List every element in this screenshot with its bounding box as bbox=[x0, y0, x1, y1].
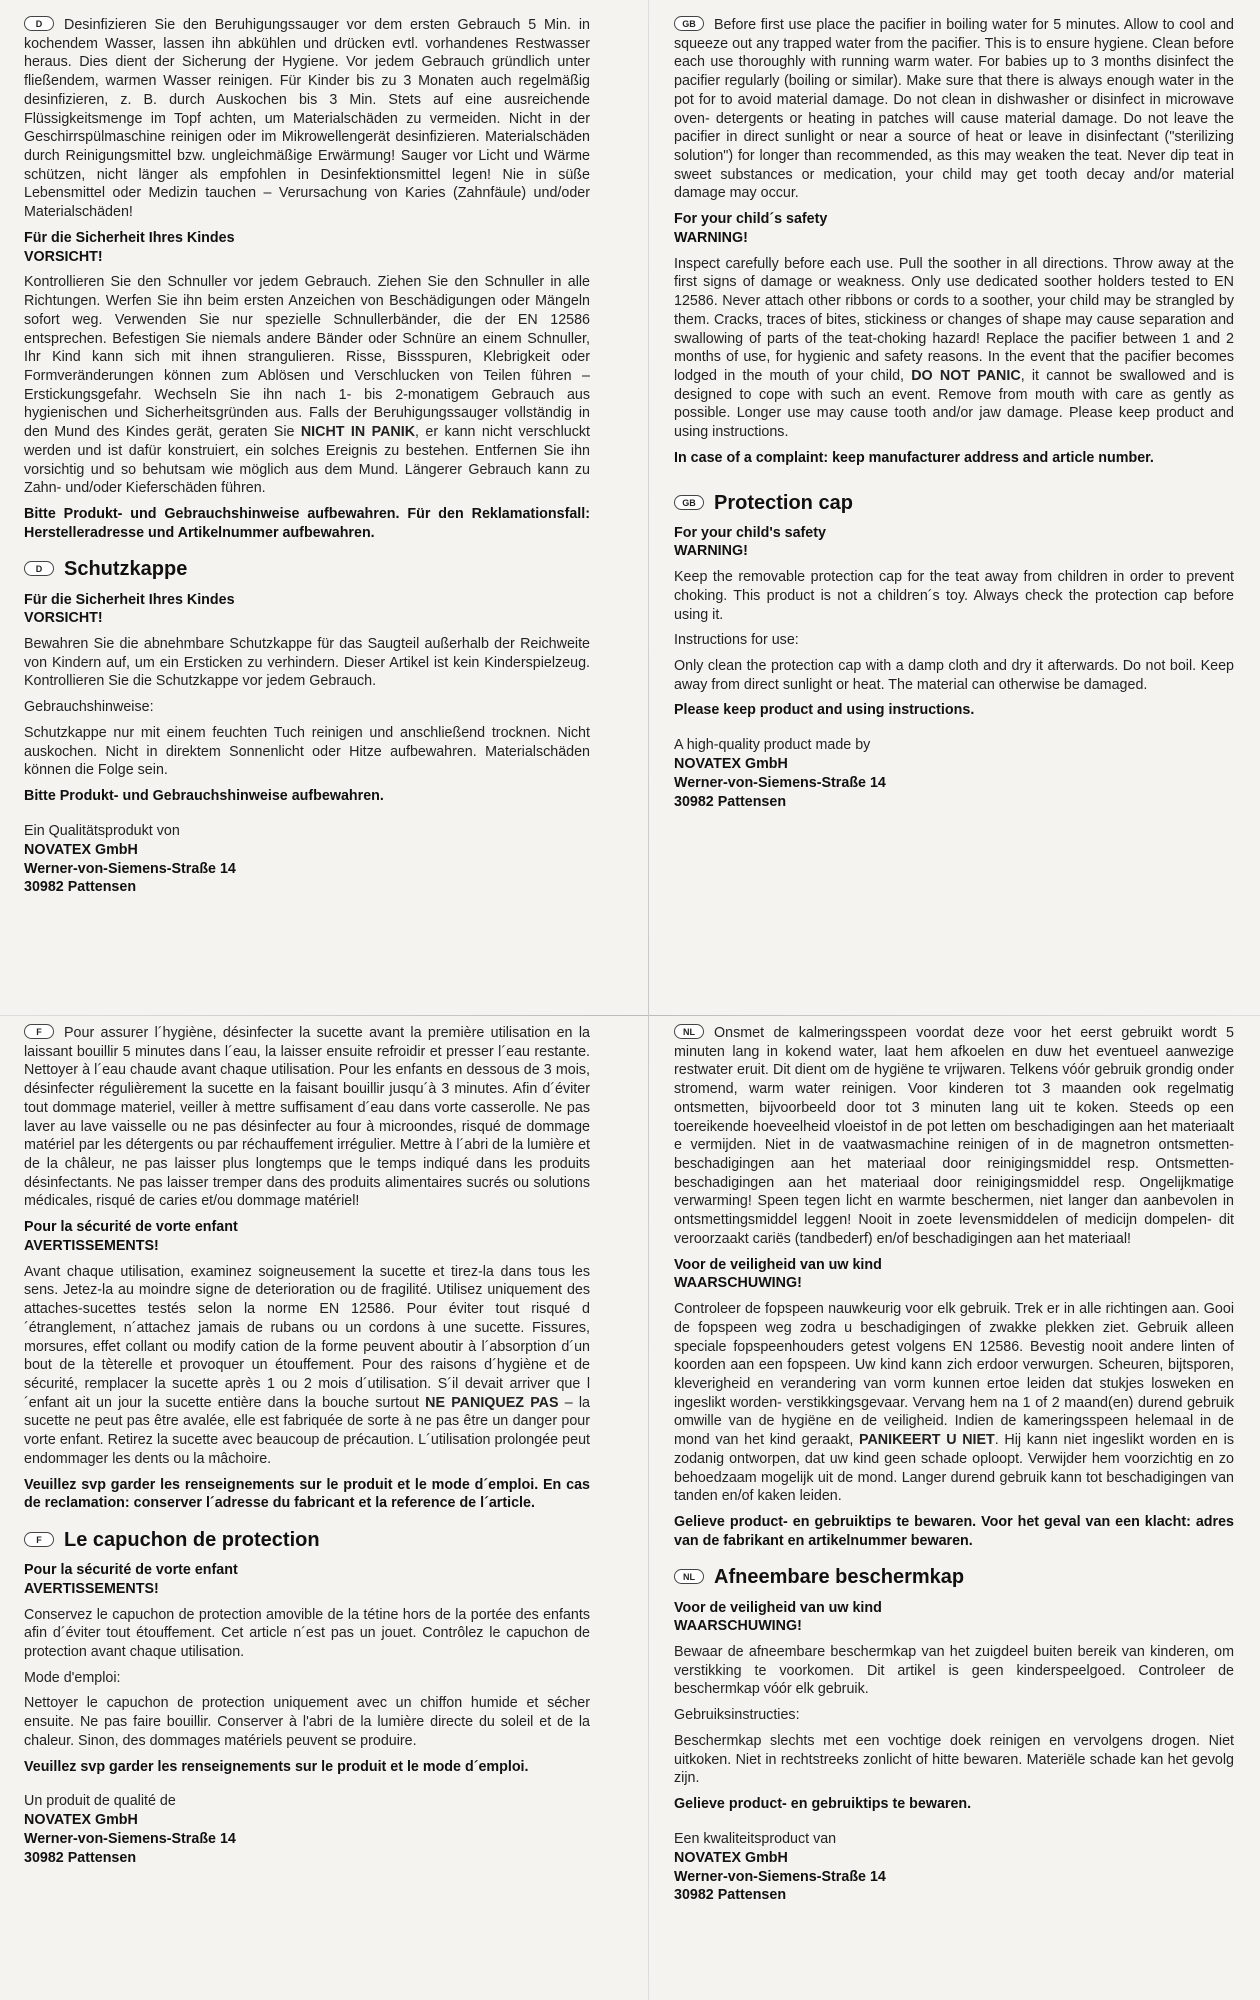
language-badge-de: D bbox=[24, 16, 54, 31]
german-intro bbox=[24, 16, 590, 222]
dutch-cap-title-text: Afneembare beschermkap bbox=[714, 1566, 965, 1589]
dutch-cap-text: Bewaar de afneembare beschermkap van het zuigdeel buiten bereik van kinderen, om verstikking te voorkomen. Dit artikel is geen kinderspeelgoed. Controleer de beschermkap vóór elk gebruik. bbox=[674, 1644, 1234, 1698]
dutch-intro-text: Onsmet de kalmeringsspeen voordat deze voor het eerst gebruikt wordt 5 minuten lang in kokend water, laat hem afkoelen en duw het eventueel aanwezige restwater eruit. Dit dient om de hygiëne te vrijwaren. Telkens vóór gebruik grondig onder stromend, warm water reinigen. Voor kinderen tot 3 maanden ook regelmatig ontsmetten, bijvoorbeeld door tot 3 minuten lang uit te koken. Steeds op een toereikende hoeveelheid vloeistof in de pot letten om beschadigingen aan het materiaalt e vermijden. Niet in de vaatwasmachine reinigen of in de magnetron ontsmetten- beschadigingen aan het materiaal door reinigingsmiddel resp. Ontsmetten- beschadigingen aan het materiaal door reinigingsmiddel resp. Ongelijkmatige verwarming! Speen tegen licht en warmte beschermen, niet langer dan aanbevolen in ontsmettingsmiddel leggen! Nooit in zoete levensmiddelen of medicijn dompelen- dit veroorzaakt cariës (tandbederf) en/of beschadigingen aan het materiaal! bbox=[674, 1025, 1234, 1247]
english-safety-heading: For your child´s safety bbox=[674, 211, 828, 228]
dutch-city: 30982 Pattensen bbox=[674, 1887, 787, 1904]
english-intro-text: Before first use place the pacifier in boiling water for 5 minutes. Allow to cool and squeeze out any trapped water from the pacifier. This is to ensure hygiene. Clean before each use thoroughly with running warm water. For babies up to 3 months disinfect the pacifier regularly (boiling or similar). Make sure that there is always enough water in the pot for to avoid material damage. Do not clean in dishwasher or disinfect in microwave oven- detergents or heating in patches will cause material damage. Do not leave the pacifier in direct sunlight or near a source of heat or leave in disinfectant ("sterilizing solution") for longer than recommended, as this may weaken the teat. Never dip teat in sweet substances or medication, your child may get tooth decay and/or material damage may occur. bbox=[674, 17, 1234, 202]
english-city: 30982 Pattensen bbox=[674, 793, 787, 810]
language-badge-fr: F bbox=[24, 1532, 54, 1547]
german-cap-title bbox=[24, 556, 590, 582]
french-cap-text: Conservez le capuchon de protection amovible de la tétine hors de la portée des enfants afin d´éviter tout étouffement. Cet article n´est pas un jouet. Contrôlez le capuchon de protection avant chaque utilisation. bbox=[24, 1606, 590, 1661]
german-city: 30982 Pattensen bbox=[24, 879, 137, 896]
english-safety-emphasis: DO NOT PANIC bbox=[911, 367, 1021, 384]
english-cap-keep: Please keep product and using instructions. bbox=[674, 702, 975, 719]
english-cap-title-text: Protection cap bbox=[714, 491, 853, 514]
french-safety-emphasis: NE PANIQUEZ PAS bbox=[425, 1394, 559, 1411]
english-cap-text: Keep the removable protection cap for the teat away from children in order to prevent choking. This product is not a children´s toy. Always check the protection cap before using it. bbox=[674, 569, 1234, 623]
english-cap-title bbox=[674, 490, 1234, 516]
dutch-product-of: Een kwaliteitsproduct van bbox=[674, 1830, 837, 1847]
dutch-keep-notice: Gelieve product- en gebruiktips te bewaren. Voor het geval van een klacht: adres van de fabrikant en artikelnummer bewaren. bbox=[674, 1513, 1234, 1549]
german-keep-notice: Bitte Produkt- und Gebrauchshinweise aufbewahren. Für den Reklamationsfall: Herstelleradresse und Artikelnummer aufbewahren. bbox=[24, 505, 590, 541]
dutch-street: Werner-von-Siemens-Straße 14 bbox=[674, 1868, 886, 1885]
french-cap-keep: Veuillez svp garder les renseignements sur le produit et le mode d´emploi. bbox=[24, 1758, 529, 1775]
english-usage-heading: Instructions for use: bbox=[674, 632, 799, 649]
english-usage-text: Only clean the protection cap with a damp cloth and dry it afterwards. Do not boil. Keep away from direct sunlight or heat. The material can otherwise be damaged. bbox=[674, 658, 1234, 693]
french-cap-warning: AVERTISSEMENTS! bbox=[24, 1580, 159, 1597]
french-safety-text-a: Avant chaque utilisation, examinez soigneusement la sucette et tirez-la dans tous les sens. Jetez-la au moindre signe de deterioration ou de fragilité. Utilisez uniquement des attaches-sucettes testés selon la norme EN 12586. Pour éviter tout risqué d´étranglement, n´attachez jamais de rubans ou un cordons à une sucette. Fissures, morsures, effet collant ou modify cation de la forme peuvent aboutir à l´absorption d´un bout de la tèterelle et provoquer un étouffement. Pour des raisons d´hygiène et de sécurité, remplacer la sucette après 1 ou 2 mois d´utilisation. S´il devait arriver que l´enfant ait un jour la sucette entière dans la bouche surtout bbox=[24, 1263, 590, 1411]
dutch-company: NOVATEX GmbH bbox=[674, 1849, 788, 1866]
german-usage-heading: Gebrauchshinweise: bbox=[24, 699, 154, 716]
language-badge-nl: NL bbox=[674, 1569, 704, 1584]
german-address bbox=[24, 822, 590, 897]
english-cap-warning: WARNING! bbox=[674, 543, 748, 560]
dutch-safety-heading: Voor de veiligheid van uw kind bbox=[674, 1256, 882, 1273]
language-badge-gb: GB bbox=[674, 16, 704, 31]
french-company: NOVATEX GmbH bbox=[24, 1812, 138, 1829]
english-address bbox=[674, 736, 1234, 811]
german-panel bbox=[24, 16, 590, 897]
dutch-cap-title bbox=[674, 1564, 1234, 1590]
german-safety-text bbox=[24, 273, 590, 498]
german-safety-text-b: , er kann nicht verschluckt werden und ist dafür konstruiert, ein solches Ereignis zu bestehen. Entfernen Sie ihn vorsichtig und so behutsam wie möglich aus dem Mund. Längerer Gebrauch kann zu Zahn- und/oder Kieferschäden führen. bbox=[24, 424, 590, 497]
dutch-cap-warning: WAARSCHUWING! bbox=[674, 1618, 802, 1635]
french-safety-heading: Pour la sécurité de vorte enfant bbox=[24, 1219, 238, 1236]
german-safety-emphasis: NICHT IN PANIK bbox=[300, 424, 416, 441]
english-safety-text bbox=[674, 255, 1234, 442]
german-cap-text: Bewahren Sie die abnehmbare Schutzkappe für das Saugteil außerhalb der Reichweite von Kindern auf, um ein Ersticken zu verhindern. Dieser Artikel ist kein Kinderspielzeug. Kontrollieren Sie die Schutzkappe vor jedem Gebrauch. bbox=[24, 636, 590, 690]
french-address bbox=[24, 1792, 590, 1867]
german-cap-title-text: Schutzkappe bbox=[64, 558, 188, 581]
fold-line-horizontal bbox=[0, 1015, 1260, 1016]
dutch-cap-safety-heading: Voor de veiligheid van uw kind bbox=[674, 1599, 882, 1616]
french-safety-text bbox=[24, 1263, 590, 1469]
english-cap-safety-heading: For your child's safety bbox=[674, 524, 826, 541]
english-intro bbox=[674, 16, 1234, 203]
dutch-panel bbox=[674, 1024, 1234, 1905]
french-cap-safety-heading: Pour la sécurité de vorte enfant bbox=[24, 1562, 238, 1579]
dutch-usage-text: Beschermkap slechts met een vochtige doek reinigen en vervolgens drogen. Niet uitkoken. Niet in rechtstreeks zonlicht of hitte bewaren. Materiële schade kan het gevolg zijn. bbox=[674, 1732, 1234, 1787]
german-safety-text-a: Kontrollieren Sie den Schnuller vor jedem Gebrauch. Ziehen Sie den Schnuller in alle Richtungen. Werfen Sie ihn beim ersten Anzeichen von Beschädigungen oder Mängeln sofort weg. Verwenden Sie nur spezielle Schnullerbänder, die der EN 12586 entsprechen. Befestigen Sie niemals andere Bänder oder Schnüre an einem Schnuller, Ihr Kind kann sich mit ihnen strangulieren. Risse, Bissspuren, Klebrigkeit oder Formveränderungen können zum Ablösen und Verschlucken von Teilen führen – Erstickungsgefahr. Wechseln Sie ihn nach 1- bis 2-monatigem Gebrauch aus hygienischen und Sicherheitsgründen aus. Falls der Beruhigungssauger vollständig in den Mund des Kindes gerät, geraten Sie bbox=[24, 274, 590, 441]
dutch-safety-text bbox=[674, 1300, 1234, 1506]
french-product-of: Un produit de qualité de bbox=[24, 1793, 176, 1810]
language-badge-gb: GB bbox=[674, 495, 704, 510]
french-warning: AVERTISSEMENTS! bbox=[24, 1237, 159, 1254]
french-city: 30982 Pattensen bbox=[24, 1849, 137, 1866]
french-usage-heading: Mode d'emploi: bbox=[24, 1669, 121, 1686]
french-panel bbox=[24, 1024, 590, 1868]
german-cap-keep: Bitte Produkt- und Gebrauchshinweise aufbewahren. bbox=[24, 788, 384, 805]
english-product-of: A high-quality product made by bbox=[674, 737, 871, 754]
french-usage-text: Nettoyer le capuchon de protection uniquement avec un chiffon humide et sécher ensuite. Ne pas faire bouillir. Conserver à l'abri de la lumière directe du soleil et de la chaleur. Sinon, des dommages matériels peuvent se produire. bbox=[24, 1695, 590, 1749]
english-warning: WARNING! bbox=[674, 229, 748, 246]
language-badge-de: D bbox=[24, 561, 54, 576]
english-company: NOVATEX GmbH bbox=[674, 756, 788, 773]
dutch-usage-heading: Gebruiksinstructies: bbox=[674, 1707, 800, 1724]
french-cap-title-text: Le capuchon de protection bbox=[64, 1528, 320, 1551]
dutch-cap-keep: Gelieve product- en gebruiktips te bewaren. bbox=[674, 1796, 972, 1813]
french-street: Werner-von-Siemens-Straße 14 bbox=[24, 1831, 236, 1848]
english-street: Werner-von-Siemens-Straße 14 bbox=[674, 774, 886, 791]
dutch-safety-text-a: Controleer de fopspeen nauwkeurig voor elk gebruik. Trek er in alle richtingen aan. Gooi de fopspeen weg zodra u beschadigingen of zwakke plekken ziet. Gebruik alleen speciale fopspeenhouders getest volgens EN 12586. Bevestig nooit andere linten of koorden aan een fopspeen. Uw kind kann zich erdoor verwurgen. Scheuren, bijtsporen, kleverigheid en verandering van vorm kunnen ertoe leiden dat stukjes losweken en ingeslikt worden- verstikkingsgevaar. Vervang hem na 1 of 2 maand(en) durend gebruik omwille van de hygiëne en de veiligheid. Indien de kameringsspeen helemaal in de mond van het kind geraakt, bbox=[674, 1301, 1234, 1449]
german-usage-text: Schutzkappe nur mit einem feuchten Tuch reinigen und anschließend trocknen. Nicht auskochen. Nicht in direktem Sonnenlicht oder Hitze aufbewahren. Materialschäden können die Folge sein. bbox=[24, 724, 590, 779]
french-safety-text-b: – la sucette ne peut pas être avalée, elle est fabriquée de sorte à ne pas être un danger pour vorte enfant. Retirez la sucette avec beaucoup de précaution. L´utilisation prolongée peut endommager les dents ou la mâchoire. bbox=[24, 1394, 590, 1467]
language-badge-fr: F bbox=[24, 1024, 54, 1039]
french-keep-notice: Veuillez svp garder les renseignements sur le produit et le mode d´emploi. En cas de reclamation: conserver l´adresse du fabricant et la reference de l´article. bbox=[24, 1476, 590, 1512]
french-intro bbox=[24, 1024, 590, 1211]
english-safety-text-a: Inspect carefully before each use. Pull the soother in all directions. Throw away at the first signs of damage or weakness. Only use dedicated soother holders tested to EN 12586. Never attach other ribbons or cords to a soother, your child may be strangled by them. Cracks, traces of bites, stickiness or changes of shape may cause separation and swallowing of parts of the teat-choking hazard! Replace the pacifier between 1 and 2 months of use, for hygienic and safety reasons. In the event that the pacifier becomes lodged in the mouth of your child, bbox=[674, 255, 1234, 384]
german-cap-warning: VORSICHT! bbox=[24, 610, 103, 627]
dutch-warning: WAARSCHUWING! bbox=[674, 1275, 802, 1292]
german-intro-text: Desinfizieren Sie den Beruhigungssauger vor dem ersten Gebrauch 5 Min. in kochendem Wasser, lassen ihn abkühlen und drücken evtl. vorhandenes Restwasser heraus. Dies dient der Sicherung der Hygiene. Vor jedem Gebrauch gründlich unter fließendem, warmen Wasser reinigen. Für Kinder bis zu 3 Monaten auch regelmäßig desinfizieren, z. B. durch Auskochen bis 3 Min. Stets auf eine ausreichende Flüssigkeitsmenge im Topf achten, um Materialschäden zu vermeiden. Nicht in der Geschirrspülmaschine reinigen oder im Mikrowellengerät desinfizieren. Materialschäden durch Reinigungsmittel bzw. ungleichmäßige Erwärmung! Sauger vor Licht und Wärme schützen, nicht länger als empfohlen in Desinfektionsmittel legen! Nie in süße Lebensmittel oder Medizin tauchen – Verursachung von Karies (Zahnfäule) und/oder Materialschäden! bbox=[24, 17, 590, 221]
dutch-address bbox=[674, 1830, 1234, 1905]
french-cap-title bbox=[24, 1527, 590, 1553]
english-complaint-notice: In case of a complaint: keep manufacturer address and article number. bbox=[674, 449, 1154, 466]
fold-line-vertical bbox=[648, 0, 649, 2000]
german-cap-safety-heading: Für die Sicherheit Ihres Kindes bbox=[24, 591, 235, 608]
german-product-of: Ein Qualitätsprodukt von bbox=[24, 822, 180, 839]
german-company: NOVATEX GmbH bbox=[24, 841, 138, 858]
french-intro-text: Pour assurer l´hygiène, désinfecter la sucette avant la première utilisation en la laissant bouillir 5 minutes dans l´eau, la laisser ensuite refroidir et presser l´eau restante. Nettoyer à l´eau chaude avant chaque utilisation. Pour les enfants en dessous de 3 mois, désinfecter régulièrement la sucette en la faisant bouillir jusqu´à 3 minutes. Afin d´éviter tout dommage materiel, veiller à mettre suffisament d´eau dans vorte casserolle. Ne pas laver au lave vaisselle ou ne pas désinfecter au four à microondes, risqué de dommage matériel par les détergents ou par réchauffement irrégulier. Mettre à l´abri de la lumière et de la châleur, ne pas laisser plus longtemps que le temps indiqué dans les produits désinfectants. Ne pas laisser tremper dans des produits alimentaires sucrés ou solutions médicales, risqué de caries et/ou dommage matériel! bbox=[24, 1025, 590, 1210]
german-warning: VORSICHT! bbox=[24, 248, 103, 265]
dutch-intro bbox=[674, 1024, 1234, 1249]
english-panel bbox=[674, 16, 1234, 812]
german-street: Werner-von-Siemens-Straße 14 bbox=[24, 860, 236, 877]
language-badge-nl: NL bbox=[674, 1024, 704, 1039]
dutch-safety-emphasis: PANIKEERT U NIET bbox=[858, 1432, 995, 1449]
english-safety-text-b: , it cannot be swallowed and is designed to cope with such an event. Remove from mouth with care as gently as possible. Longer use may cause tooth and/or jaw damage. Please keep product and using instructions. bbox=[674, 367, 1234, 441]
german-safety-heading: Für die Sicherheit Ihres Kindes bbox=[24, 229, 235, 246]
dutch-safety-text-b: . Hij kann niet ingeslikt worden en is zodanig ontworpen, dat uw kind geen schade oploopt. Verwijder hem voorzichtig en zo behoedzaam mogelijk uit de mond. Langer durend gebruik kann tot beschadigingen van tanden en/of kaken leiden. bbox=[674, 1432, 1235, 1505]
